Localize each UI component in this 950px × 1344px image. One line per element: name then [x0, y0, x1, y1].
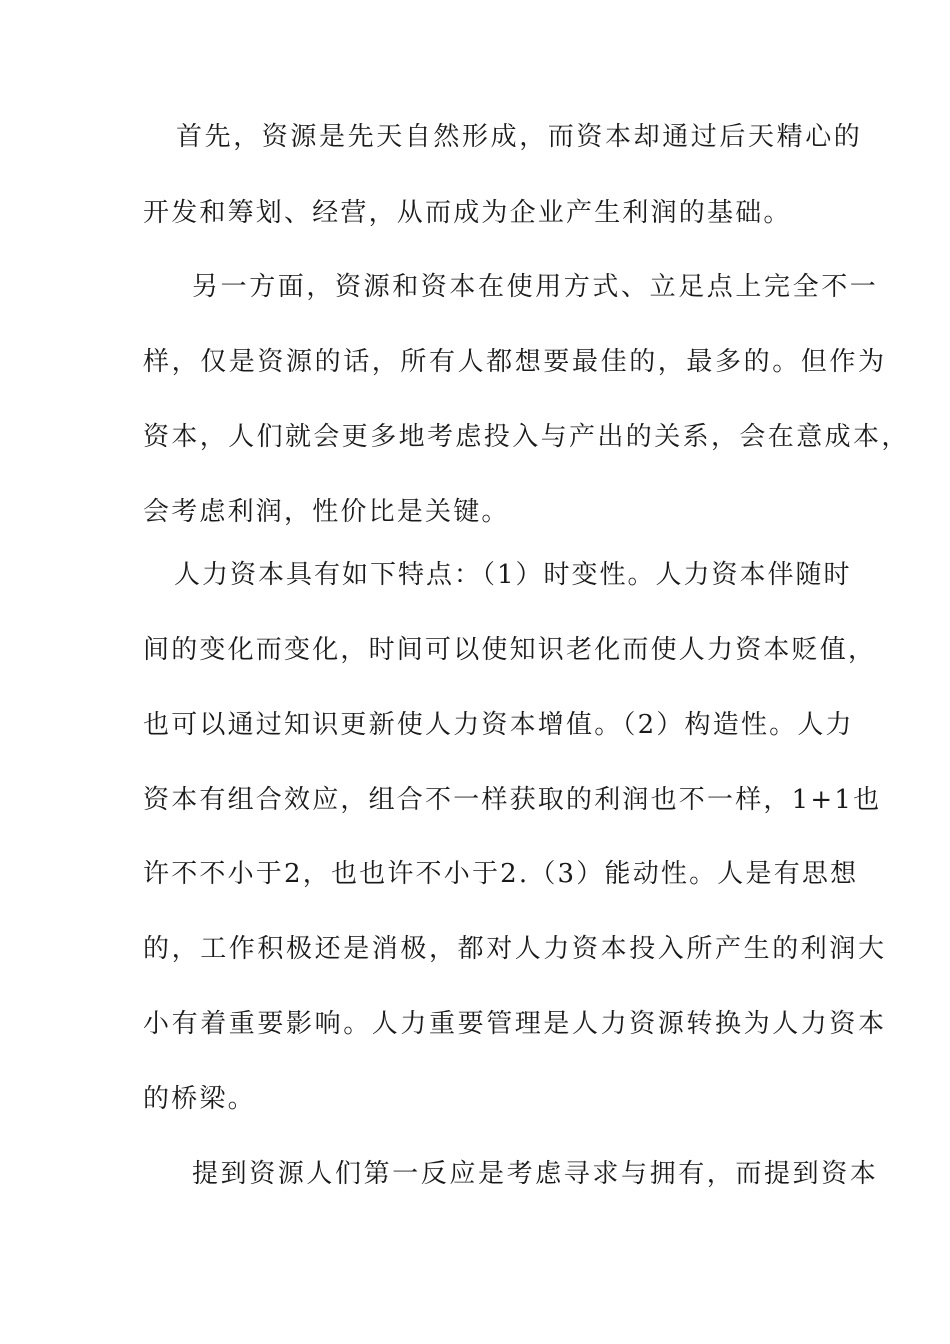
text-line: 提到资源人们第一反应是考虑寻求与拥有，而提到资本 [192, 1159, 879, 1189]
text-line: 样，仅是资源的话，所有人都想要最佳的，最多的。但作为 [143, 347, 887, 377]
text-line: 另一方面，资源和资本在使用方式、立足点上完全不一 [192, 272, 879, 302]
text-line: 会考虑利润，性价比是关键。 [143, 497, 510, 527]
text-line: 也可以通过知识更新使人力资本增值。（2）构造性。人力 [143, 710, 854, 740]
text-line: 的，工作积极还是消极，都对人力资本投入所产生的利润大 [143, 934, 887, 964]
text-line: 间的变化而变化，时间可以使知识老化而使人力资本贬值， [143, 635, 877, 665]
text-line: 人力资本具有如下特点：（1）时变性。人力资本伴随时 [174, 560, 852, 590]
text-line: 首先，资源是先天自然形成，而资本却通过后天精心的 [176, 122, 863, 152]
text-line: 资本，人们就会更多地考虑投入与产出的关系，会在意成本， [143, 422, 910, 452]
text-line: 许不不小于2，也也许不小于2.（3）能动性。人是有思想 [143, 859, 859, 889]
text-line: 资本有组合效应，组合不一样获取的利润也不一样，1+1也 [143, 785, 882, 815]
text-line: 开发和筹划、经营，从而成为企业产生利润的基础。 [143, 198, 792, 228]
text-line: 的桥梁。 [143, 1084, 256, 1114]
text-line: 小有着重要影响。人力重要管理是人力资源转换为人力资本 [143, 1009, 887, 1039]
